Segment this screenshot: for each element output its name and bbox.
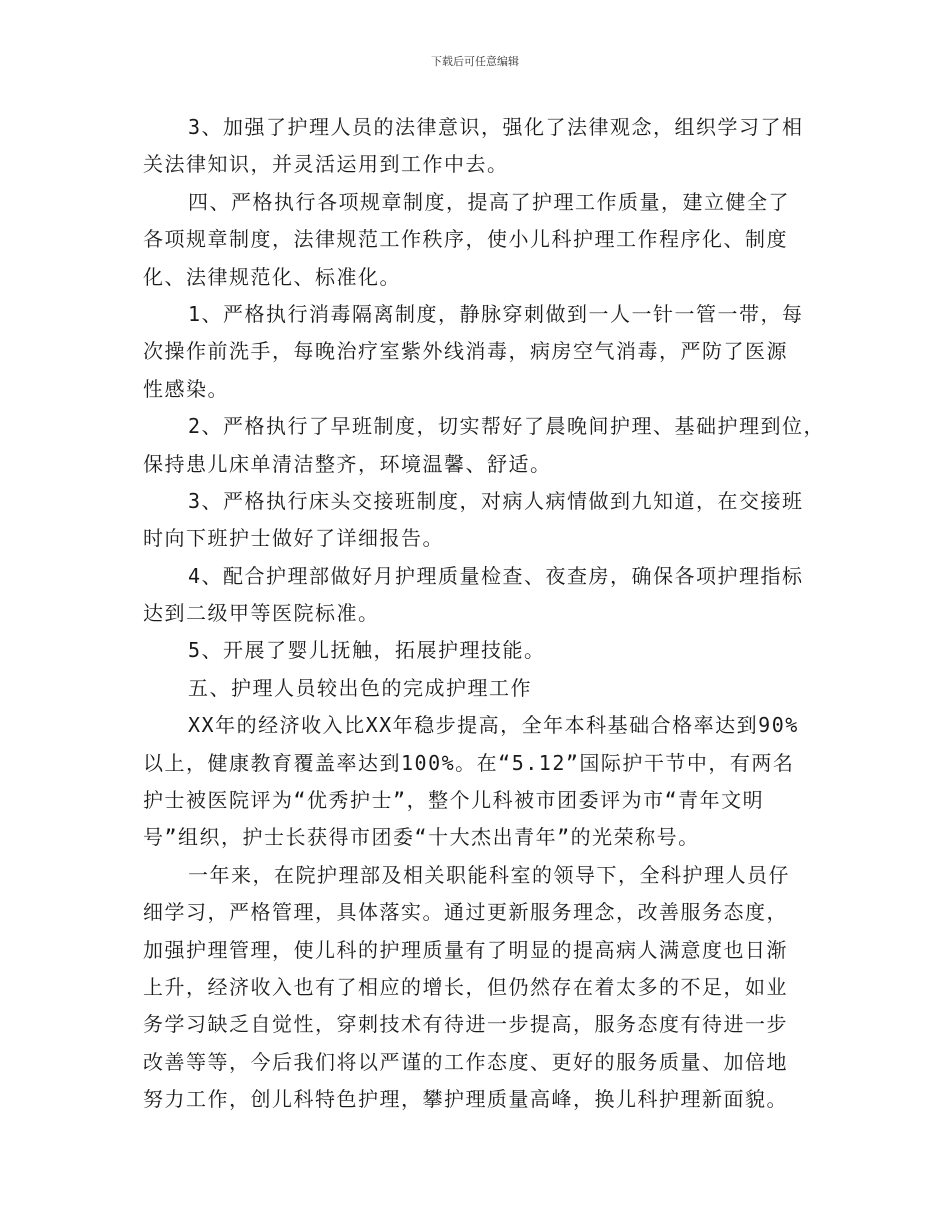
text-line: 改善等等，今后我们将以严谨的工作态度、更好的服务质量、加倍地 <box>143 1049 788 1074</box>
text-line: 5、开展了婴儿抚触，拓展护理技能。 <box>188 638 546 663</box>
text-line: 3、严格执行床头交接班制度，对病人病情做到九知道，在交接班 <box>188 488 804 513</box>
text-line: 上升，经济收入也有了相应的增长，但仍然存在着太多的不足，如业 <box>143 974 788 999</box>
text-line: 五、护理人员较出色的完成护理工作 <box>188 675 532 700</box>
text-line: 化、法律规范化、标准化。 <box>143 264 401 289</box>
text-line: 务学习缺乏自觉性，穿刺技术有待进一步提高，服务态度有待进一步 <box>143 1012 788 1037</box>
text-line: 性感染。 <box>143 376 229 401</box>
text-line: 护士被医院评为“优秀护士”，整个儿科被市团委评为市“青年文明 <box>143 788 765 813</box>
text-line: 号”组织，护士长获得市团委“十大杰出青年”的光荣称号。 <box>143 825 700 850</box>
text-line: 时向下班护士做好了详细报告。 <box>143 526 444 551</box>
text-line: XX年的经济收入比XX年稳步提高，全年本科基础合格率达到90% <box>188 713 799 738</box>
text-line: 四、严格执行各项规章制度，提高了护理工作质量，建立健全了 <box>188 189 790 214</box>
text-line: 次操作前洗手，每晚治疗室紫外线消毒，病房空气消毒，严防了医源 <box>143 339 788 364</box>
text-line: 4、配合护理部做好月护理质量检查、夜查房，确保各项护理指标 <box>188 563 804 588</box>
text-line: 细学习，严格管理，具体落实。通过更新服务理念，改善服务态度， <box>143 900 788 925</box>
document-body <box>143 109 826 1119</box>
text-line: 各项规章制度，法律规范工作秩序，使小儿科护理工作程序化、制度 <box>143 227 788 252</box>
text-line: 2、严格执行了早班制度，切实帮好了晨晚间护理、基础护理到位， <box>188 414 826 439</box>
page-header: 下载后可任意编辑 <box>431 55 519 68</box>
text-line: 1、严格执行消毒隔离制度，静脉穿刺做到一人一针一管一带，每 <box>188 301 804 326</box>
text-line: 保持患儿床单清洁整齐，环境温馨、舒适。 <box>143 451 552 476</box>
text-line: 达到二级甲等医院标准。 <box>143 601 380 626</box>
text-line: 一年来，在院护理部及相关职能科室的领导下，全科护理人员仔 <box>188 862 790 887</box>
text-line: 加强护理管理，使儿科的护理质量有了明显的提高病人满意度也日渐 <box>143 937 788 962</box>
text-line: 以上，健康教育覆盖率达到100%。在“5.12”国际护干节中，有两名 <box>143 750 795 775</box>
text-line: 努力工作，创儿科特色护理，攀护理质量高峰，换儿科护理新面貌。 <box>143 1087 788 1112</box>
text-line: 3、加强了护理人员的法律意识，强化了法律观念，组织学习了相 <box>188 115 804 139</box>
text-line: 关法律知识，并灵活运用到工作中去。 <box>143 152 509 177</box>
